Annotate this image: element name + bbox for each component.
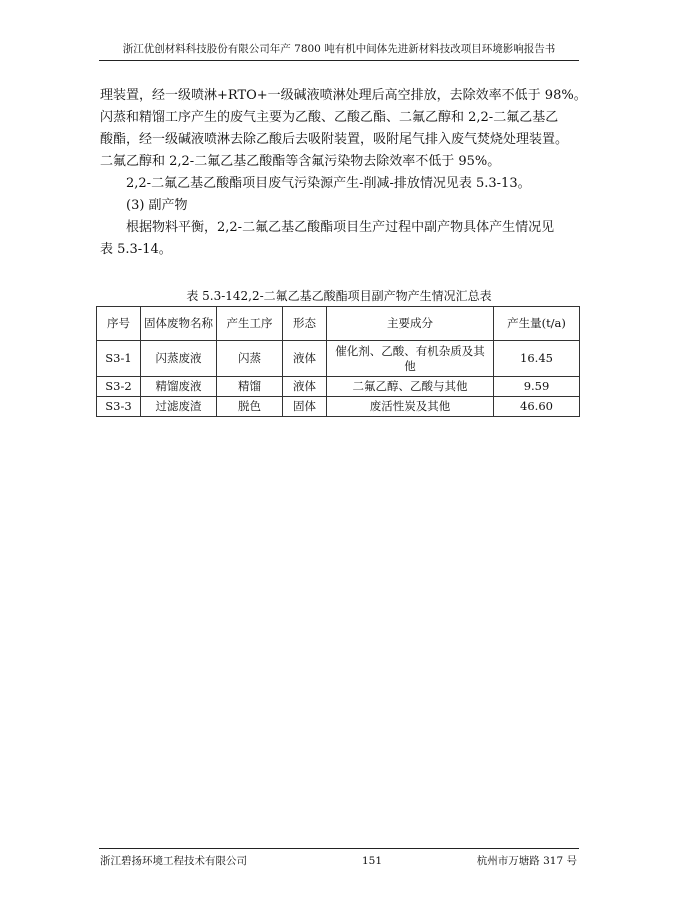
paragraph-line: 闪蒸和精馏工序产生的废气主要为乙酸、乙酸乙酯、二氟乙醇和 2,2-二氟乙基乙 [100,110,559,125]
paragraph-line: 表 5.3-14。 [100,242,172,257]
table-row [97,397,580,417]
table-cell: 液体 [283,377,327,397]
table-cell: 46.60 [494,397,580,417]
table-cell: S3-3 [97,397,141,417]
table-cell: 闪蒸 [217,341,283,377]
column-header: 产生工序 [217,307,283,341]
paragraph-line: 二氟乙醇和 2,2-二氟乙基乙酸酯等含氟污染物去除效率不低于 95%。 [100,154,501,169]
header-rule [99,60,579,61]
body-text [100,85,587,261]
footer-address: 杭州市万塘路 317 号 [476,855,577,867]
table-cell: 精馏废液 [141,377,217,397]
column-header: 产生量(t/a) [494,307,580,341]
byproduct-table [96,306,580,417]
column-header: 形态 [283,307,327,341]
section-heading: (3) 副产物 [126,198,188,213]
table-cell: 过滤废渣 [141,397,217,417]
table-cell: 精馏 [217,377,283,397]
column-header: 主要成分 [327,307,494,341]
paragraph-line: 理装置，经一级喷淋+RTO+一级碱液喷淋处理后高空排放，去除效率不低于 98%。 [100,88,587,103]
table-cell: 固体 [283,397,327,417]
table-cell: 闪蒸废液 [141,341,217,377]
footer-company: 浙江碧扬环境工程技术有限公司 [100,855,247,867]
table-cell: S3-1 [97,341,141,377]
table-cell: 16.45 [494,341,580,377]
page-header: 浙江优创材料科技股份有限公司年产 7800 吨有机中间体先进新材料技改项目环境影响报告书 [122,43,556,55]
table-row [97,377,580,397]
table-header-row [97,307,580,341]
table-cell: 液体 [283,341,327,377]
paragraph-line: 2,2-二氟乙基乙酸酯项目废气污染源产生-削减-排放情况见表 5.3-13。 [126,176,531,191]
table-row [97,341,580,377]
paragraph-line: 酸酯，经一级碱液喷淋去除乙酸后去吸附装置，吸附尾气排入废气焚烧处理装置。 [100,132,569,147]
table-cell: 二氟乙醇、乙酸与其他 [327,377,494,397]
table-caption: 表 5.3-142,2-二氟乙基乙酸酯项目副产物产生情况汇总表 [186,289,492,303]
table-cell: 9.59 [494,377,580,397]
column-header: 序号 [97,307,141,341]
table-cell: S3-2 [97,377,141,397]
footer-rule [99,848,579,849]
page-number: 151 [362,855,383,867]
paragraph-line: 根据物料平衡，2,2-二氟乙基乙酸酯项目生产过程中副产物具体产生情况见 [126,220,555,235]
table-cell: 脱色 [217,397,283,417]
table-cell: 催化剂、乙酸、有机杂质及其他 [327,341,494,377]
table-cell: 废活性炭及其他 [327,397,494,417]
column-header: 固体废物名称 [141,307,217,341]
